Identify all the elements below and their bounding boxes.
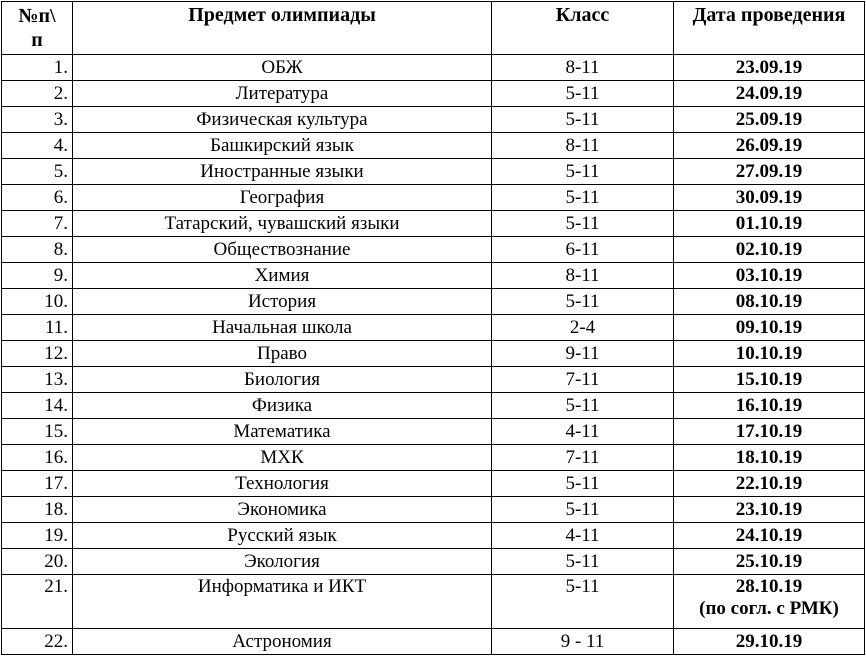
header-date: Дата проведения [674, 2, 865, 55]
date-cell: 26.09.19 [674, 133, 865, 159]
subject-cell: Информатика и ИКТ [73, 575, 492, 629]
subject-cell: Литература [73, 81, 492, 107]
row-number-cell: 4. [2, 133, 73, 159]
grade-cell: 5-11 [492, 471, 674, 497]
table-row [2, 159, 865, 185]
date-cell: 25.09.19 [674, 107, 865, 133]
row-number-cell: 20. [2, 549, 73, 575]
grade-cell: 5-11 [492, 497, 674, 523]
date-cell: 08.10.19 [674, 289, 865, 315]
row-number-cell: 6. [2, 185, 73, 211]
grade-cell: 9 - 11 [492, 629, 674, 655]
olympiad-schedule-table [1, 1, 865, 655]
grade-cell: 7-11 [492, 445, 674, 471]
date-cell: 27.09.19 [674, 159, 865, 185]
table-row [2, 393, 865, 419]
date-note: (по согл. с РМК) [699, 598, 839, 619]
subject-cell: Обществознание [73, 237, 492, 263]
subject-cell: Астрономия [73, 629, 492, 655]
subject-cell: Химия [73, 263, 492, 289]
subject-cell: МХК [73, 445, 492, 471]
date-cell: 29.10.19 [674, 629, 865, 655]
date-cell: 16.10.19 [674, 393, 865, 419]
grade-cell: 5-11 [492, 107, 674, 133]
row-number-cell: 16. [2, 445, 73, 471]
date-cell: 24.09.19 [674, 81, 865, 107]
row-number-cell: 3. [2, 107, 73, 133]
subject-cell: Иностранные языки [73, 159, 492, 185]
table-row [2, 419, 865, 445]
table-row [2, 549, 865, 575]
table-row [2, 133, 865, 159]
table-row [2, 315, 865, 341]
grade-cell: 8-11 [492, 55, 674, 81]
row-number-cell: 14. [2, 393, 73, 419]
table-row [2, 575, 865, 629]
row-number-cell: 15. [2, 419, 73, 445]
grade-cell: 4-11 [492, 419, 674, 445]
table-row [2, 81, 865, 107]
subject-cell: Экономика [73, 497, 492, 523]
date-cell: 17.10.19 [674, 419, 865, 445]
subject-cell: Биология [73, 367, 492, 393]
table-row [2, 629, 865, 655]
grade-cell: 5-11 [492, 159, 674, 185]
grade-cell: 5-11 [492, 575, 674, 629]
date-cell: 23.09.19 [674, 55, 865, 81]
row-number-cell: 22. [2, 629, 73, 655]
grade-cell: 9-11 [492, 341, 674, 367]
table-row [2, 341, 865, 367]
row-number-cell: 13. [2, 367, 73, 393]
grade-cell: 6-11 [492, 237, 674, 263]
grade-cell: 4-11 [492, 523, 674, 549]
subject-cell: История [73, 289, 492, 315]
table-row [2, 55, 865, 81]
row-number-cell: 2. [2, 81, 73, 107]
grade-cell: 5-11 [492, 289, 674, 315]
row-number-cell: 8. [2, 237, 73, 263]
date-cell: 30.09.19 [674, 185, 865, 211]
date-cell: 18.10.19 [674, 445, 865, 471]
row-number-cell: 5. [2, 159, 73, 185]
header-number-line1: №п\ [18, 5, 56, 27]
header-number-line2: п [31, 29, 43, 51]
header-number [2, 2, 73, 55]
subject-cell: ОБЖ [73, 55, 492, 81]
date-cell: 23.10.19 [674, 497, 865, 523]
grade-cell: 5-11 [492, 211, 674, 237]
date-cell: 02.10.19 [674, 237, 865, 263]
row-number-cell: 17. [2, 471, 73, 497]
grade-cell: 5-11 [492, 549, 674, 575]
table-row [2, 211, 865, 237]
header-row [2, 2, 865, 55]
row-number-cell: 7. [2, 211, 73, 237]
table-row [2, 445, 865, 471]
grade-cell: 5-11 [492, 81, 674, 107]
date-cell: 22.10.19 [674, 471, 865, 497]
grade-cell: 7-11 [492, 367, 674, 393]
subject-cell: Физика [73, 393, 492, 419]
grade-cell: 2-4 [492, 315, 674, 341]
subject-cell: Право [73, 341, 492, 367]
row-number-cell: 9. [2, 263, 73, 289]
grade-cell: 5-11 [492, 393, 674, 419]
date-cell: 09.10.19 [674, 315, 865, 341]
date-cell [674, 575, 865, 629]
date-value: 28.10.19 [735, 576, 803, 597]
subject-cell: Башкирский язык [73, 133, 492, 159]
subject-cell: Начальная школа [73, 315, 492, 341]
date-cell: 15.10.19 [674, 367, 865, 393]
subject-cell: Экология [73, 549, 492, 575]
header-grade: Класс [492, 2, 674, 55]
subject-cell: Математика [73, 419, 492, 445]
subject-cell: Русский язык [73, 523, 492, 549]
row-number-cell: 11. [2, 315, 73, 341]
subject-cell: Татарский, чувашский языки [73, 211, 492, 237]
table-row [2, 497, 865, 523]
row-number-cell: 18. [2, 497, 73, 523]
table-row [2, 367, 865, 393]
subject-cell: География [73, 185, 492, 211]
date-cell: 01.10.19 [674, 211, 865, 237]
grade-cell: 8-11 [492, 263, 674, 289]
row-number-cell: 19. [2, 523, 73, 549]
date-cell: 25.10.19 [674, 549, 865, 575]
subject-cell: Технология [73, 471, 492, 497]
header-subject: Предмет олимпиады [73, 2, 492, 55]
date-cell: 03.10.19 [674, 263, 865, 289]
grade-cell: 8-11 [492, 133, 674, 159]
row-number-cell: 21. [2, 575, 73, 629]
table-row [2, 289, 865, 315]
table-row [2, 523, 865, 549]
date-cell: 10.10.19 [674, 341, 865, 367]
row-number-cell: 12. [2, 341, 73, 367]
row-number-cell: 10. [2, 289, 73, 315]
grade-cell: 5-11 [492, 185, 674, 211]
table-row [2, 237, 865, 263]
table-row [2, 471, 865, 497]
table-row [2, 107, 865, 133]
subject-cell: Физическая культура [73, 107, 492, 133]
date-cell: 24.10.19 [674, 523, 865, 549]
table-row [2, 185, 865, 211]
row-number-cell: 1. [2, 55, 73, 81]
table-row [2, 263, 865, 289]
